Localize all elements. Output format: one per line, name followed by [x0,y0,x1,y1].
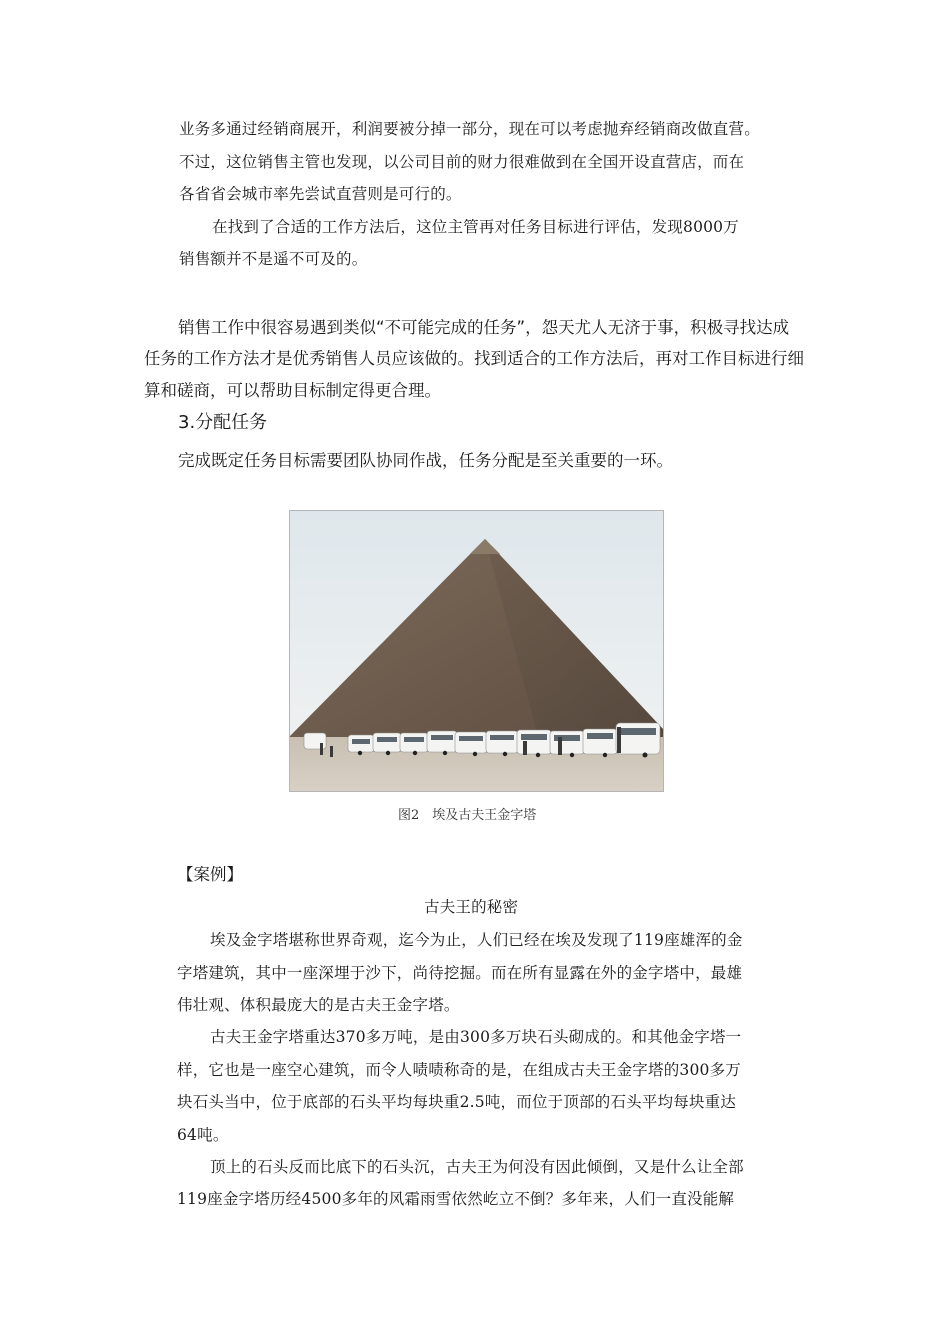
case-line-5: 样，它也是一座空心建筑，而令人啧啧称奇的是，在组成古夫王金字塔的300多万 [177,1061,741,1079]
figure-caption: 图2 埃及古夫王金字塔 [398,808,537,823]
case-line-3: 伟壮观、体积最庞大的是古夫王金字塔。 [177,996,460,1014]
intro-line-5: 销售额并不是遥不可及的。 [179,250,368,268]
case-line-6: 块石头当中，位于底部的石头平均每块重2.5吨，而位于顶部的石头平均每块重达 [177,1093,737,1111]
case-line-1: 埃及金字塔堪称世界奇观，迄今为止，人们已经在埃及发现了119座雄浑的金 [210,931,743,949]
case-title: 古夫王的秘密 [424,898,519,916]
section-body: 完成既定任务目标需要团队协同作战，任务分配是至关重要的一环。 [178,451,673,470]
section-heading: 3.分配任务 [178,412,268,433]
case-line-4: 古夫王金字塔重达370多万吨，是由300多万块石头砌成的。和其他金字塔一 [210,1028,742,1046]
case-line-7: 64吨。 [177,1126,229,1144]
intro-line-3: 各省省会城市率先尝试直营则是可行的。 [179,185,462,203]
summary-line-1: 销售工作中很容易遇到类似“不可能完成的任务”，怨天尤人无济于事，积极寻找达成 [178,318,790,337]
summary-line-2: 任务的工作方法才是优秀销售人员应该做的。找到适合的工作方法后，再对工作目标进行细 [144,349,804,368]
intro-line-1: 业务多通过经销商展开，利润要被分掉一部分，现在可以考虑抛弃经销商改做直营。 [179,120,760,138]
pyramid-photo [289,510,664,792]
case-line-2: 字塔建筑，其中一座深埋于沙下，尚待挖掘。而在所有显露在外的金字塔中，最雄 [177,964,743,982]
case-line-8: 顶上的石头反而比底下的石头沉，古夫王为何没有因此倾倒，又是什么让全部 [210,1158,744,1176]
intro-line-4: 在找到了合适的工作方法后，这位主管再对任务目标进行评估，发现8000万 [212,218,739,236]
intro-line-2: 不过，这位销售主管也发现，以公司目前的财力很难做到在全国开设直营店，而在 [179,153,745,171]
case-label: 【案例】 [177,865,243,884]
case-line-9: 119座金字塔历经4500多年的风霜雨雪依然屹立不倒？多年来，人们一直没能解 [177,1190,735,1208]
summary-line-3: 算和磋商，可以帮助目标制定得更合理。 [144,381,441,400]
